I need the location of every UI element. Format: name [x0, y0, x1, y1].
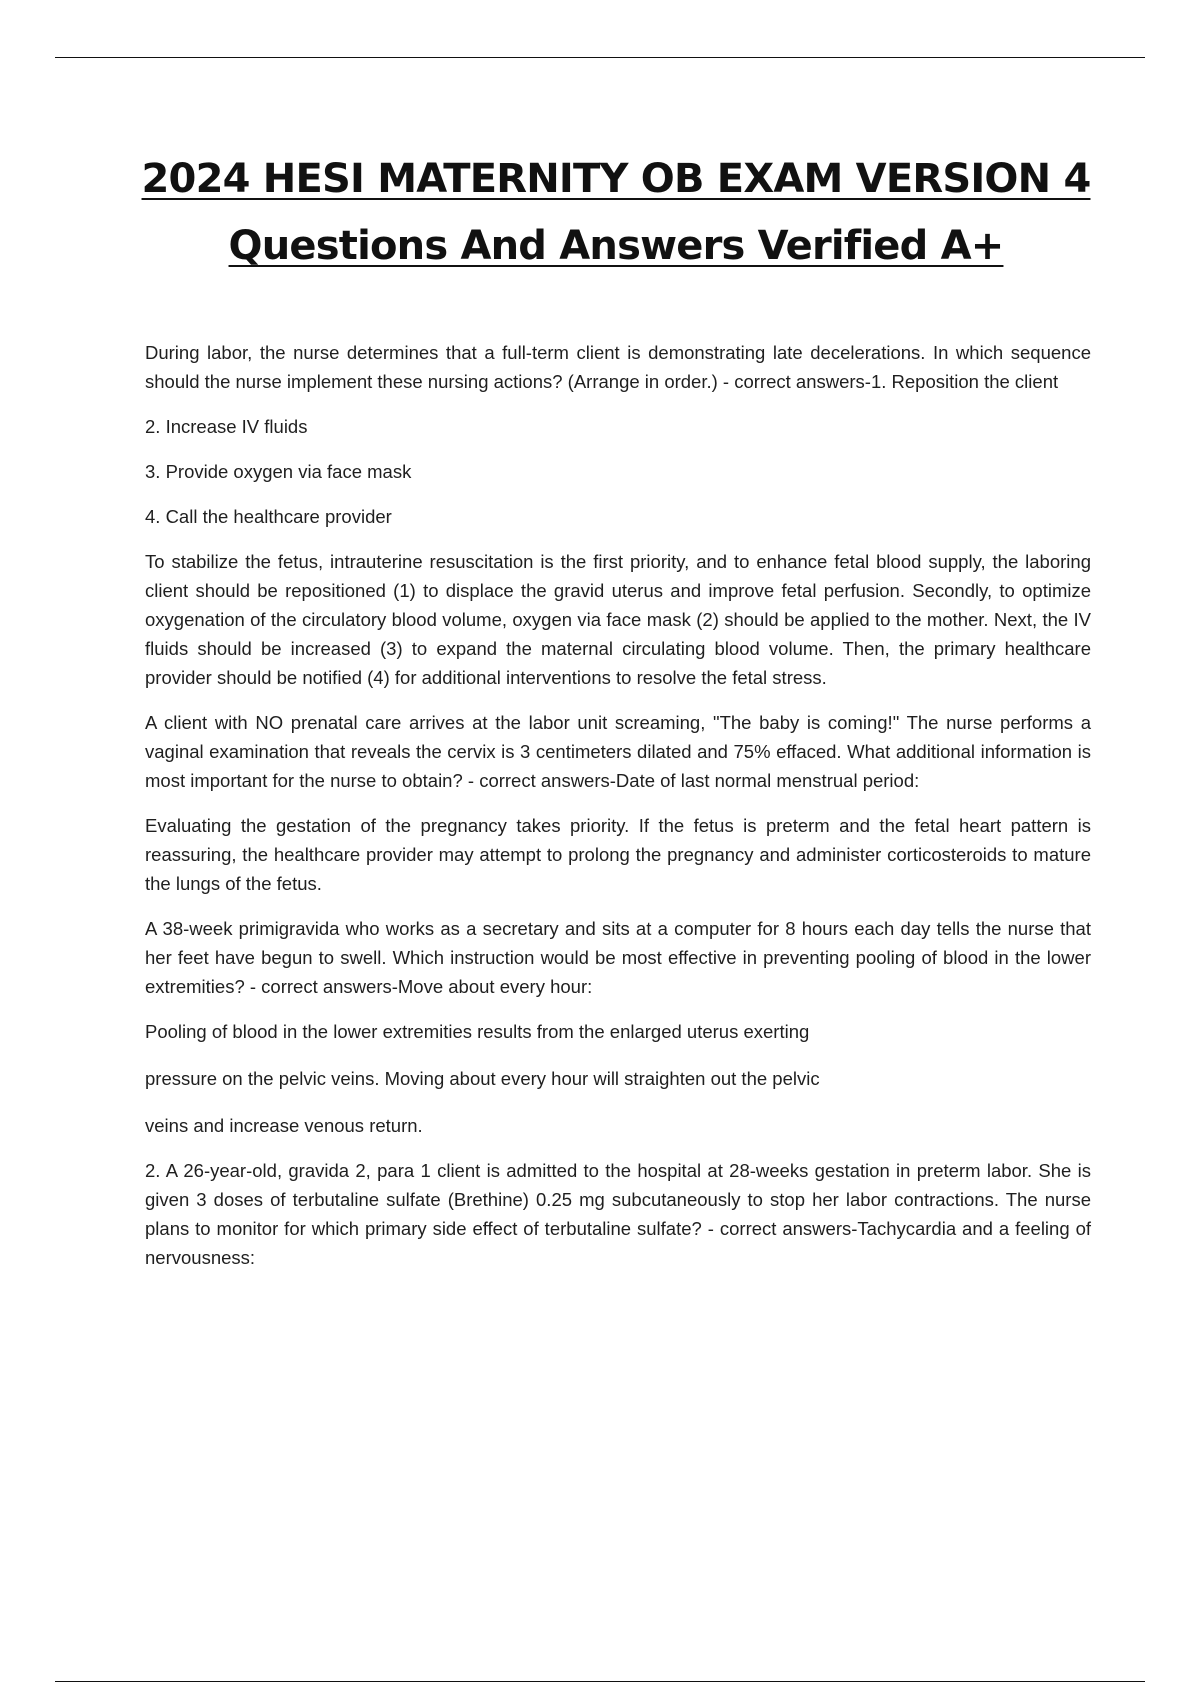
document-title: 2024 HESI MATERNITY OB EXAM VERSION 4 Questions And Answers Verified A+	[141, 156, 1091, 269]
rationale-3-line-3: veins and increase venous return.	[145, 1115, 423, 1136]
document-body	[145, 338, 1091, 1288]
question-4-paragraph: 2. A 26-year-old, gravida 2, para 1 client is admitted to the hospital at 28-weeks gestation in preterm labor. She is given 3 doses of terbutaline sulfate (Brethine) 0.25 mg subcutaneously to stop her labor contractions. The nurse plans to monitor for which primary side effect of terbutaline sulfate? - correct answers-Tachycardia and a feeling of nervousness:	[145, 1160, 1091, 1268]
rationale-3-line-1: Pooling of blood in the lower extremities results from the enlarged uterus exerting	[145, 1021, 810, 1042]
header-rule	[55, 57, 1145, 58]
rationale-2-paragraph: Evaluating the gestation of the pregnancy takes priority. If the fetus is preterm and the fetal heart pattern is reassuring, the healthcare provider may attempt to prolong the pregnancy and administer corticosteroids to mature the lungs of the fetus.	[145, 815, 1091, 894]
answer-step-2: 2. Increase IV fluids	[145, 416, 308, 437]
answer-step-3: 3. Provide oxygen via face mask	[145, 461, 412, 482]
question-2-paragraph: A client with NO prenatal care arrives at the labor unit screaming, "The baby is coming!" The nurse performs a vaginal examination that reveals the cervix is 3 centimeters dilated and 75% effaced. What additional information is most important for the nurse to obtain? - correct answers-Date of last normal menstrual period:	[145, 712, 1091, 791]
question-1-paragraph: During labor, the nurse determines that a full-term client is demonstrating late decelerations. In which sequence should the nurse implement these nursing actions? (Arrange in order.) - correct answers-1. Reposition the client	[145, 342, 1091, 392]
rationale-1-paragraph: To stabilize the fetus, intrauterine resuscitation is the first priority, and to enhance fetal blood supply, the laboring client should be repositioned (1) to displace the gravid uterus and improve fetal perfusion. Secondly, to optimize oxygenation of the circulatory blood volume, oxygen via face mask (2) should be applied to the mother. Next, the IV fluids should be increased (3) to expand the maternal circulating blood volume. Then, the primary healthcare provider should be notified (4) for additional interventions to resolve the fetal stress.	[145, 551, 1091, 688]
footer-rule	[55, 1681, 1145, 1682]
rationale-3-line-2: pressure on the pelvic veins. Moving about every hour will straighten out the pelvic	[145, 1068, 820, 1089]
question-3-paragraph: A 38-week primigravida who works as a secretary and sits at a computer for 8 hours each day tells the nurse that her feet have begun to swell. Which instruction would be most effective in preventing pooling of blood in the lower extremities? - correct answers-Move about every hour:	[145, 918, 1091, 997]
answer-step-4: 4. Call the healthcare provider	[145, 506, 392, 527]
